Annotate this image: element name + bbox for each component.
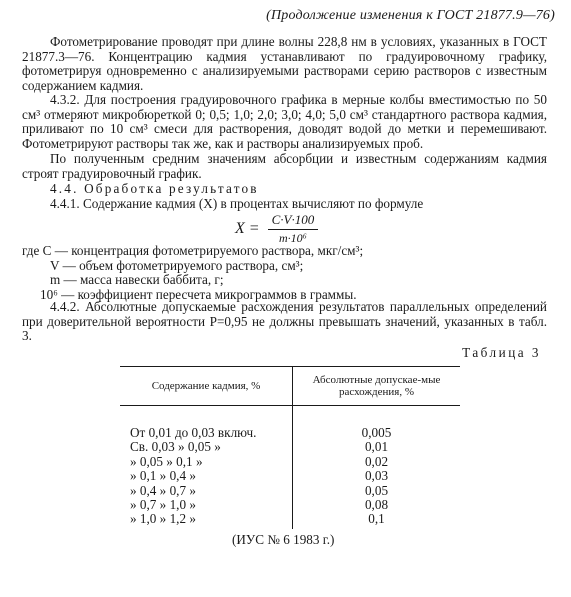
definition-coefficient: 10⁶ — коэффициент пересчета микрограммов в граммы. (40, 286, 357, 302)
table-cell-tolerance: 0,08 (364, 497, 389, 513)
paragraph-4-3-2: 4.3.2. Для построения градуировочного графика в мерные колбы вместимостью по 50 см³ отмеряют микробюреткой 0; 0,5; 1,0; 2,0; 3,0; 4,0; 5,0 см³ стандартного раствора кадмия, приливают по 10 см³ смеси для растворения, доводят водой до метки и перемешивают. Фотометрируют растворы так же, как и растворы анализируемых проб. (22, 92, 547, 151)
definition-m: m — масса навески баббита, г; (50, 272, 224, 287)
section-heading-4-4: 4.4. Обработка результатов (50, 181, 259, 196)
paragraph-4-4-1: 4.4.1. Содержание кадмия (X) в процентах вычисляют по формуле (50, 196, 424, 211)
table-cell-tolerance: 0,005 (361, 425, 392, 440)
formula-numerator: C·V·100 (268, 212, 319, 230)
definition-c: где C — концентрация фотометрируемого раствора, мкг/см³; (22, 243, 364, 258)
paragraph-calibration-graph: По полученным средним значениям абсорбции и известным содержаниям кадмия строят градуировочный график. (22, 151, 547, 181)
definition-v: V — объем фотометрируемого раствора, см³; (50, 257, 304, 273)
table-cell-tolerance: 0,02 (364, 453, 389, 469)
cadmium-formula (235, 212, 318, 246)
table-cell-content: » 0,7 » 1,0 » (120, 498, 293, 512)
table-cell-tolerance: 0,03 (364, 468, 389, 484)
table-header-content: Содержание кадмия, % (120, 367, 293, 406)
table-title: Таблица 3 (462, 345, 541, 360)
table-cell-tolerance: 0,1 (368, 511, 385, 527)
paragraph-4-4-2: 4.4.2. Абсолютные допускаемые расхождения результатов параллельных определений при доверительной вероятности P=0,95 не должны превышать значений, указанных в табл. 3. (22, 299, 547, 343)
table-row (120, 512, 460, 528)
table-cell-content: » 0,1 » 0,4 » (120, 469, 293, 483)
continuation-header: (Продолжение изменения к ГОСТ 21877.9—76) (266, 8, 555, 23)
table-row (120, 455, 460, 469)
table-row (120, 406, 460, 441)
table-header-row (120, 367, 460, 406)
tolerance-table (120, 366, 460, 529)
formula-lhs: X = (235, 220, 260, 237)
formula-fraction (268, 212, 319, 246)
table-cell-content: » 0,05 » 0,1 » (120, 455, 293, 469)
table-row (120, 484, 460, 498)
table-cell-tolerance: 0,05 (364, 482, 389, 498)
table-cell-tolerance: 0,01 (364, 439, 389, 455)
table-cell-content: От 0,01 до 0,03 включ. (120, 406, 293, 441)
table-cell-content: Св. 0,03 » 0,05 » (120, 440, 293, 454)
table-row (120, 469, 460, 483)
table-row (120, 440, 460, 454)
paragraph-photometry: Фотометрирование проводят при длине волны 228,8 нм в условиях, указанных в ГОСТ 21877.3—76. Концентрацию кадмия устанавливают по градуировочному графику, фотометрируя одновременно с анализируемыми растворами серию растворов с известным содержанием кадмия. (22, 34, 547, 93)
ius-reference: (ИУС № 6 1983 г.) (232, 532, 335, 547)
table-row (120, 498, 460, 512)
table-cell-content: » 0,4 » 0,7 » (120, 484, 293, 498)
table-header-tolerance: Абсолютные допускае-мые расхождения, % (293, 367, 461, 406)
table-cell-content: » 1,0 » 1,2 » (120, 512, 293, 528)
formula-definitions (22, 244, 363, 302)
formula-denominator: m·10⁶ (278, 231, 307, 245)
